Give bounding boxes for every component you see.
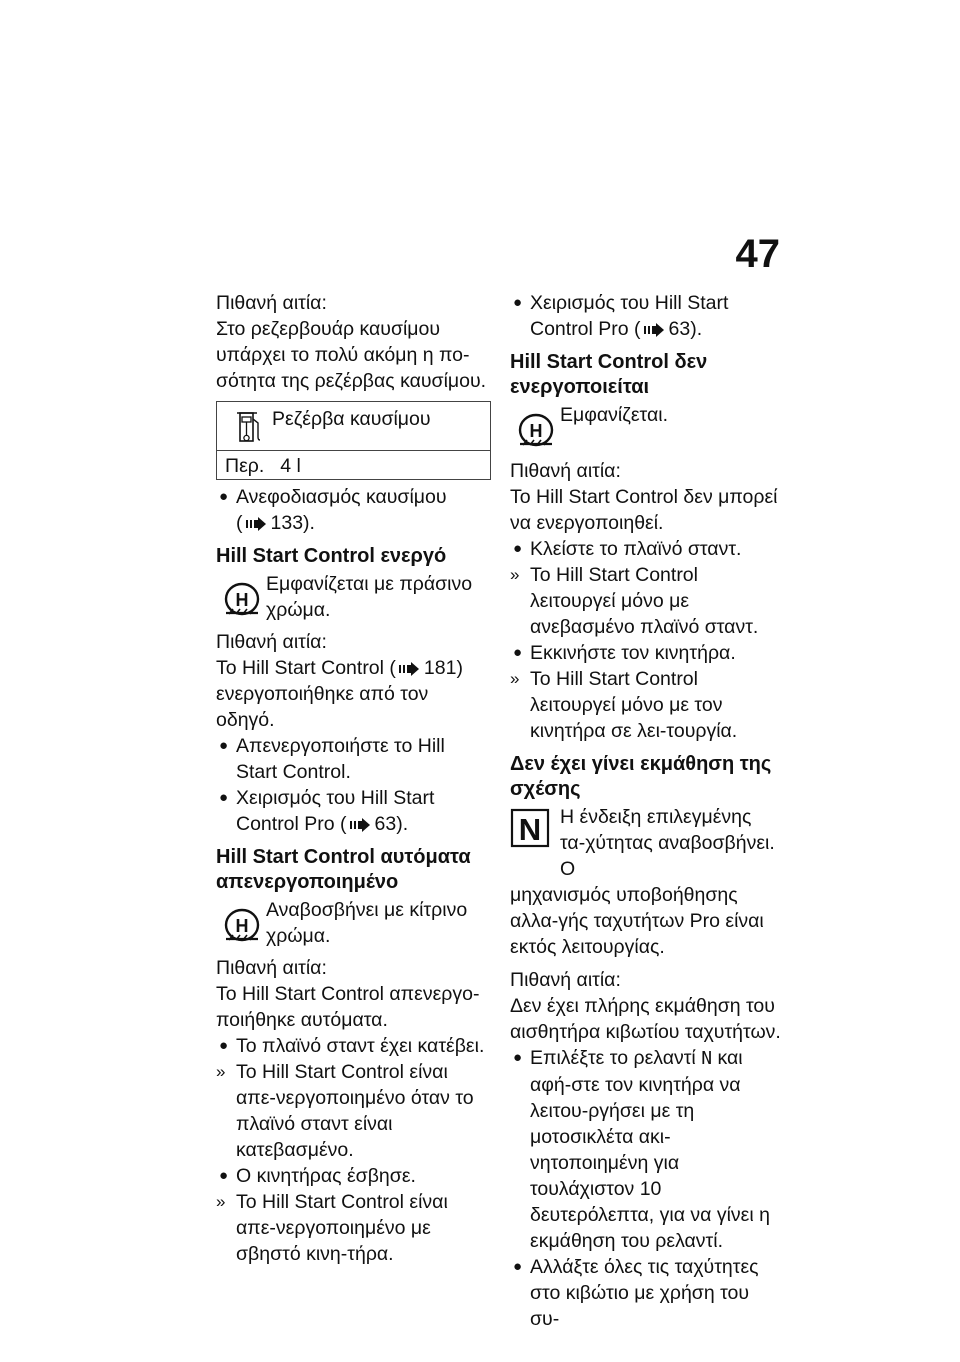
fuel-pump-icon [237, 409, 263, 445]
list-item: ● Ανεφοδιασμός καυσίμου ( 133). [219, 486, 447, 534]
fuel-reserve-label: Ρεζέρβα καυσίμου [272, 408, 431, 430]
paragraph: Στο ρεζερβουάρ καυσίμου υπάρχει το πολύ ακόμη η πο-σότητα της ρεζέρβας καυσίμου. [216, 318, 487, 392]
probable-cause-label: Πιθανή αιτία: [216, 292, 327, 314]
page-reference-arrow-icon [350, 818, 372, 832]
svg-text:N: N [518, 812, 542, 847]
hill-start-h-icon [222, 907, 262, 943]
section-heading: Hill Start Control δεν ενεργοποιείται [510, 351, 708, 398]
page-number: 47 [735, 232, 780, 276]
result-item: » Το Hill Start Control είναι απε-νεργοποιημένο όταν το πλαϊνό σταντ είναι κατεβασμένο. [216, 1061, 474, 1161]
page-reference[interactable]: 133). [270, 512, 315, 534]
fuel-reserve-box [216, 401, 491, 480]
paragraph: Το Hill Start Control απενεργο-ποιήθηκε αυτόματα. [216, 983, 480, 1031]
list-item: ● Απενεργοποιήστε το Hill Start Control. [219, 735, 445, 783]
list-item: ● Εκκινήστε τον κινητήρα. [513, 642, 736, 664]
indicator-description: N Η ένδειξη επιλεγμένης τα-χύτητας αναβοσβήνει. Ο [510, 804, 782, 882]
svg-text:H: H [235, 590, 249, 610]
section-heading: Hill Start Control αυτόματα απενεργοποιημένο [216, 846, 471, 893]
fuel-reserve-value: 4 l [280, 455, 301, 477]
page-reference-arrow-icon [399, 662, 421, 676]
section-heading: Δεν έχει γίνει εκμάθηση της σχέσης [510, 753, 772, 800]
page-reference-arrow-icon [644, 323, 666, 337]
page-reference[interactable]: 181) [423, 657, 463, 679]
indicator-description: H Εμφανίζεται. [510, 402, 782, 452]
list-item: ● Κλείστε το πλαϊνό σταντ. [513, 538, 742, 560]
list-item: ● Χειρισμός του Hill Start Control Pro ( 63). [219, 787, 435, 835]
svg-text:H: H [529, 421, 543, 441]
paragraph: Το Hill Start Control ( 181) [216, 657, 463, 679]
result-item: » Το Hill Start Control λειτουργεί μόνο με τον κινητήρα σε λει-τουργία. [510, 668, 738, 742]
fuel-reserve-value-row [217, 450, 490, 479]
left-column [216, 290, 491, 1267]
svg-text:H: H [235, 916, 249, 936]
probable-cause-label: Πιθανή αιτία: [510, 969, 621, 991]
paragraph: ενεργοποιήθηκε από τον οδηγό. [216, 683, 429, 731]
probable-cause-label: Πιθανή αιτία: [510, 460, 621, 482]
paragraph: Το Hill Start Control δεν μπορεί να ενεργοποιηθεί. [510, 486, 778, 534]
indicator-description: H Αναβοσβήνει με κίτρινο χρώμα. [216, 897, 491, 949]
approx-abbr: Περ. [225, 455, 265, 477]
probable-cause-label: Πιθανή αιτία: [216, 957, 327, 979]
neutral-gear-symbol: N [701, 1048, 713, 1069]
result-item: » Το Hill Start Control λειτουργεί μόνο με ανεβασμένο πλαϊνό σταντ. [510, 564, 759, 638]
hill-start-h-icon [222, 581, 262, 617]
list-item: ● Το πλαϊνό σταντ έχει κατέβει. [219, 1035, 485, 1057]
indicator-description: H Εμφανίζεται με πράσινο χρώμα. [216, 571, 491, 623]
list-item: ● Χειρισμός του Hill Start Control Pro ( 63). [513, 292, 729, 340]
hill-start-h-icon [516, 412, 556, 448]
paragraph: μηχανισμός υποβοήθησης αλλα-γής ταχυτήτων Pro είναι εκτός λειτουργίας. [510, 884, 764, 958]
page-reference-arrow-icon [246, 517, 268, 531]
gear-n-icon [510, 808, 550, 848]
result-item: » Το Hill Start Control είναι απε-νεργοποιημένο με σβηστό κινη-τήρα. [216, 1191, 448, 1265]
list-item: ● Αλλάξτε όλες τις ταχύτητες στο κιβώτιο με χρήση του συ- [513, 1256, 759, 1330]
fuel-reserve-box-header [217, 402, 490, 450]
paragraph: Δεν έχει πλήρης εκμάθηση του αισθητήρα κιβωτίου ταχυτήτων. [510, 995, 781, 1043]
page-reference[interactable]: 63). [668, 318, 703, 340]
right-column [510, 290, 782, 1332]
probable-cause-label: Πιθανή αιτία: [216, 631, 327, 653]
page-reference[interactable]: 63). [374, 813, 409, 835]
list-item: ● Επιλέξτε το ρελαντί N και αφή-στε τον κινητήρα να λειτου-ργήσει με τη μοτοσικλέτα ακι-νητοποιημένη για τουλάχιστον 10 δευτερόλεπτα, για να γίνει η εκμάθηση του ρελαντί. [513, 1047, 770, 1252]
list-item: ● Ο κινητήρας έσβησε. [219, 1165, 416, 1187]
section-heading: Hill Start Control ενεργό [216, 545, 447, 567]
